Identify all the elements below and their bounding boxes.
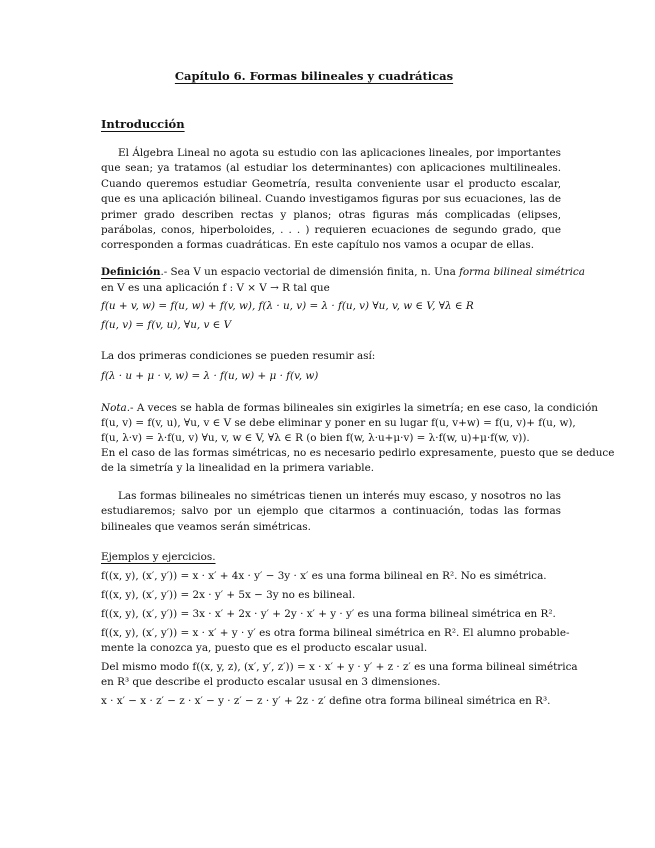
note-line-1: Nota.- A veces se habla de formas bilineales sin exigirles la simetría; en ese caso, la condición — [101, 402, 598, 414]
example-item: f((x, y), (x′, y′)) = x · x′ + 4x · y′ − 3y · x′ es una forma bilineal en R². No es simétrica. — [101, 570, 547, 582]
chapter-title: Capítulo 6. Formas bilineales y cuadráticas — [174, 69, 454, 83]
document-page — [84, 0, 615, 848]
note-line-2: f(u, v) = f(v, u), ∀u, v ∈ V se debe eliminar y poner en su lugar f(u, v+w) = f(u, v)+ f(u, w), — [101, 417, 576, 429]
example-item: x · x′ − x · z′ − z · x′ − y · z′ − z · y′ + 2z · z′ define otra forma bilineal simétrica en R³. — [101, 695, 551, 707]
definition-label: Definición — [101, 266, 161, 278]
note-line-3: f(u, λ·v) = λ·f(u, v) ∀u, v, w ∈ V, ∀λ ∈ R (o bien f(w, λ·u+μ·v) = λ·f(w, u)+μ·f(w, v)). — [101, 432, 530, 444]
definition-equation-2: f(u, v) = f(v, u), ∀u, v ∈ V — [101, 319, 232, 331]
example-item: f((x, y), (x′, y′)) = x · x′ + y · y′ es otra forma bilineal simétrica en R². El alumno probable- — [101, 627, 570, 639]
intro-paragraph: El Álgebra Lineal no agota su estudio con las aplicaciones lineales, por importantes que sean; ya tratamos (al estudiar los determinantes) con aplicaciones multilineales. Cuando queremos estudiar Geometría, resulta conveniente usar el producto escalar, que es una aplicación bilineal. Cuando investigamos figuras por sus ecuaciones, las de primer grado describen rectas y planos; otras figuras más complicadas (elipses, parábolas, conos, hiperboloides, . . . ) requieren ecuaciones de segundo grado, que corresponden a formas cuadráticas. En este capítulo nos vamos a ocupar de ellas. — [101, 147, 561, 252]
example-item: f((x, y), (x′, y′)) = 3x · x′ + 2x · y′ + 2y · x′ + y · y′ es una forma bilineal simétrica en R². — [101, 608, 556, 620]
definition-summary: La dos primeras condiciones se pueden resumir así: — [101, 350, 376, 362]
note-label: Nota — [101, 402, 127, 414]
non-symmetric-paragraph: Las formas bilineales no simétricas tienen un interés muy escaso, y nosotros no las estudiaremos; salvo por un ejemplo que citarmos a continuación, todas las formas bilineales que veamos serán simétricas. — [101, 490, 561, 533]
example-item: en R³ que describe el producto escalar ususal en 3 dimensiones. — [101, 676, 441, 688]
note-line-5: de la simetría y la linealidad en la primera variable. — [101, 462, 375, 474]
example-item: Del mismo modo f((x, y, z), (x′, y′, z′)) = x · x′ + y · y′ + z · z′ es una forma bilineal simétrica — [101, 661, 578, 673]
definition-line-2: en V es una aplicación f : V × V → R tal que — [101, 282, 330, 294]
intro-heading: Introducción — [101, 117, 185, 131]
definition-equation-3: f(λ · u + μ · v, w) = λ · f(u, w) + μ · f(v, w) — [101, 370, 319, 382]
definition-line-1: Definición.- Sea V un espacio vectorial de dimensión finita, n. Una forma bilineal simétrica — [101, 266, 585, 278]
example-item: mente la conozca ya, puesto que es el producto escalar usual. — [101, 642, 428, 654]
examples-heading: Ejemplos y ejercicios. — [101, 551, 216, 563]
example-item: f((x, y), (x′, y′)) = 2x · y′ + 5x − 3y no es bilineal. — [101, 589, 356, 601]
definition-equation-1: f(u + v, w) = f(u, w) + f(v, w), f(λ · u, v) = λ · f(u, v) ∀u, v, w ∈ V, ∀λ ∈ R — [101, 300, 474, 312]
note-line-4: En el caso de las formas simétricas, no es necesario pedirlo expresamente, puesto que se deduce — [101, 447, 615, 459]
